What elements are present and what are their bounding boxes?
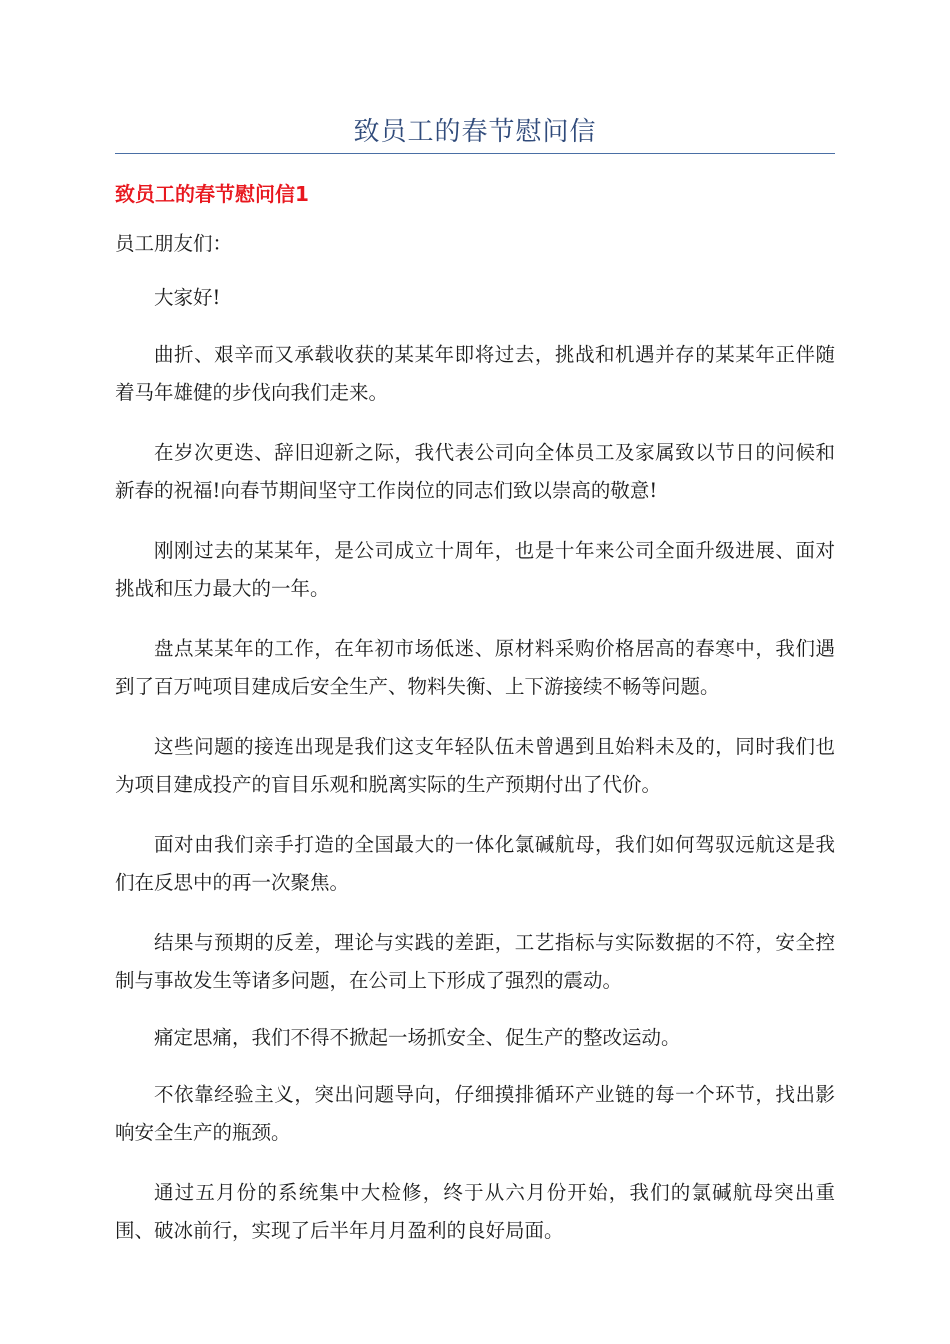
salutation: 员工朋友们： bbox=[115, 232, 233, 255]
paragraph: 这些问题的接连出现是我们这支年轻队伍未曾遇到且始料未及的，同时我们也为项目建成投产的盲目乐观和脱离实际的生产预期付出了代价。 bbox=[115, 735, 835, 796]
paragraph: 结果与预期的反差，理论与实践的差距，工艺指标与实际数据的不符，安全控制与事故发生等诸多问题，在公司上下形成了强烈的震动。 bbox=[115, 931, 835, 992]
paragraph: 盘点某某年的工作，在年初市场低迷、原材料采购价格居高的春寒中，我们遇到了百万吨项目建成后安全生产、物料失衡、上下游接续不畅等问题。 bbox=[115, 637, 835, 698]
paragraph: 刚刚过去的某某年，是公司成立十周年，也是十年来公司全面升级进展、面对挑战和压力最大的一年。 bbox=[115, 539, 835, 600]
paragraph: 面对由我们亲手打造的全国最大的一体化氯碱航母，我们如何驾驭远航这是我们在反思中的再一次聚焦。 bbox=[115, 833, 835, 894]
paragraph: 在岁次更迭、辞旧迎新之际，我代表公司向全体员工及家属致以节日的问候和新春的祝福!向春节期间坚守工作岗位的同志们致以崇高的敬意! bbox=[115, 441, 835, 502]
paragraph-greeting: 大家好! bbox=[154, 286, 221, 309]
document-title: 致员工的春节慰问信 bbox=[353, 117, 597, 147]
paragraph: 痛定思痛，我们不得不掀起一场抓安全、促生产的整改运动。 bbox=[154, 1026, 681, 1049]
letter-body bbox=[115, 228, 835, 1272]
title-divider bbox=[115, 153, 835, 154]
section-heading: 致员工的春节慰问信1 bbox=[115, 182, 309, 206]
paragraph: 曲折、艰辛而又承载收获的某某年即将过去，挑战和机遇并存的某某年正伴随着马年雄健的步伐向我们走来。 bbox=[115, 343, 835, 404]
paragraph: 不依靠经验主义，突出问题导向，仔细摸排循环产业链的每一个环节，找出影响安全生产的瓶颈。 bbox=[115, 1083, 835, 1144]
paragraph: 通过五月份的系统集中大检修，终于从六月份开始，我们的氯碱航母突出重围、破冰前行，实现了后半年月月盈利的良好局面。 bbox=[115, 1181, 835, 1242]
